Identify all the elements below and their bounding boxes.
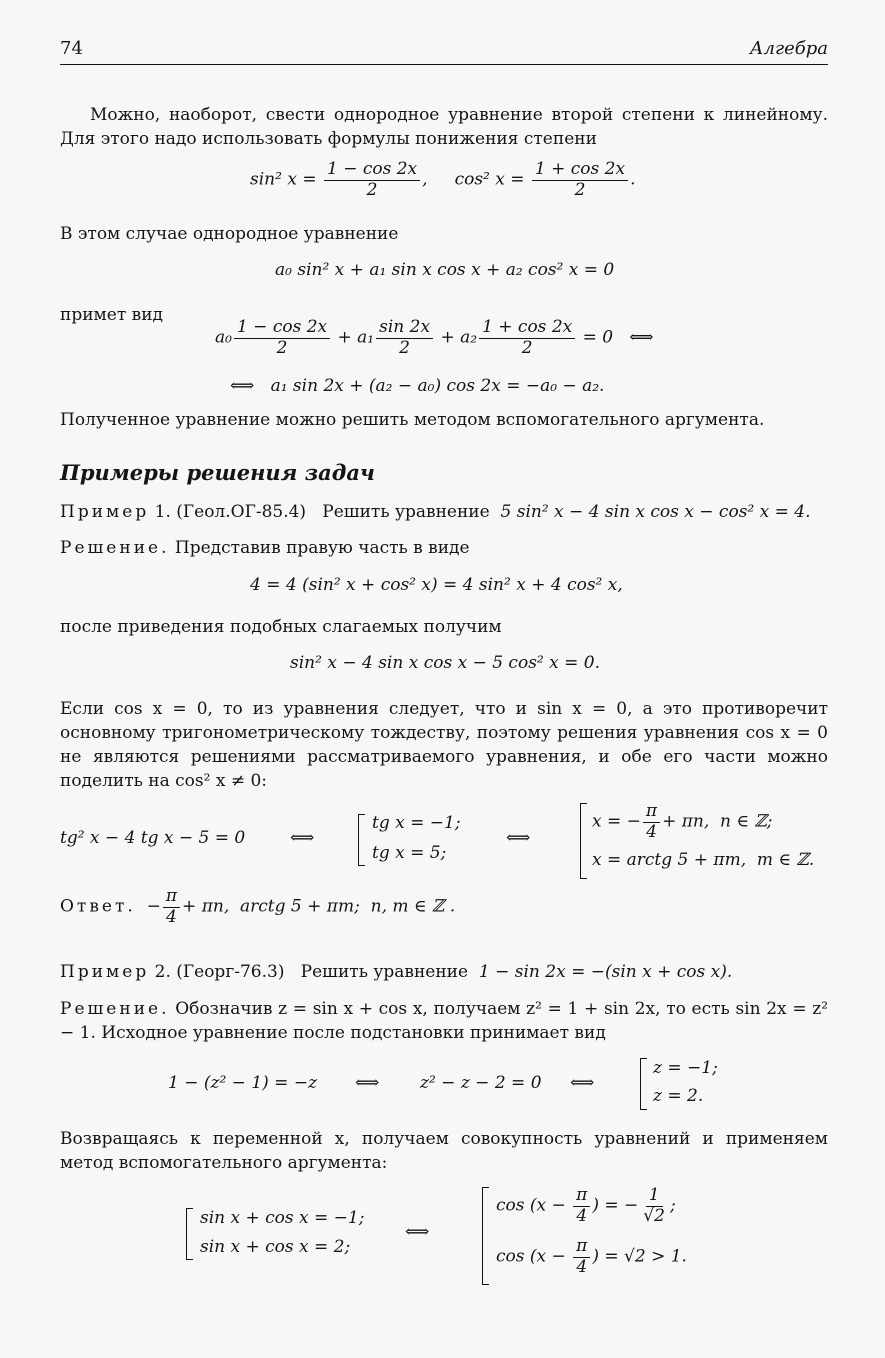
- numerator: sin 2x: [376, 318, 433, 339]
- running-title: Алгебра: [749, 38, 828, 59]
- answer-label: Ответ.: [60, 896, 136, 917]
- section-title: Примеры решения задач: [60, 460, 375, 485]
- pi-over-4: [573, 1237, 590, 1277]
- fraction-3: [479, 318, 575, 358]
- denominator: 2: [276, 337, 288, 358]
- numerator: 1 − cos 2x: [324, 160, 420, 181]
- denominator: 2: [399, 337, 410, 358]
- numerator: 1 + cos 2x: [532, 160, 628, 181]
- system-4-line-b: [496, 1237, 687, 1277]
- equation-tail: = 0 ⟺: [582, 327, 654, 348]
- system-4-line-a: [496, 1186, 676, 1226]
- system-1-line-b: tg x = 5;: [372, 843, 447, 863]
- text: ;: [669, 1195, 676, 1216]
- intro-paragraph-4: Полученное уравнение можно решить методом вспомогательного аргумента.: [60, 410, 765, 430]
- example-2-system-b: z = 2.: [653, 1086, 704, 1106]
- example-1-equation-1: 4 = 4 (sin² x + cos² x) = 4 sin² x + 4 cos² x,: [250, 575, 623, 595]
- numerator: 1 + cos 2x: [479, 318, 575, 339]
- formula-sin-lhs: sin² x =: [250, 169, 317, 190]
- example-2-system-a: z = −1;: [653, 1058, 718, 1078]
- solution-label: Решение.: [60, 538, 170, 558]
- numerator: 1 − cos 2x: [234, 318, 330, 339]
- iff-symbol: ⟺: [355, 1073, 380, 1093]
- example-2-statement: [60, 962, 732, 982]
- iff-symbol: ⟺: [506, 828, 531, 848]
- denominator: 4: [576, 1256, 588, 1277]
- example-label: Пример: [60, 962, 150, 982]
- task-equation: 1 − sin 2x = −(sin x + cos x).: [478, 962, 733, 982]
- one-over-root-two: [640, 1186, 668, 1226]
- denominator: 4: [576, 1205, 588, 1226]
- coef-a0: a₀: [215, 327, 232, 348]
- task-text: Решить уравнение: [300, 962, 469, 982]
- numerator: 1: [646, 1186, 663, 1207]
- page-number: 74: [60, 38, 83, 59]
- text: + πn, arctg 5 + πm; n, m ∈ ℤ .: [182, 896, 456, 917]
- example-1-equation-2: sin² x − 4 sin x cos x − 5 cos² x = 0.: [290, 653, 600, 673]
- pi-over-4: [643, 802, 660, 842]
- transformed-equation-line2: ⟺ a₁ sin 2x + (a₂ − a₀) cos 2x = −a₀ − a₂.: [230, 376, 605, 396]
- example-2-equation-a: 1 − (z² − 1) = −z: [168, 1073, 318, 1093]
- pi-over-4: [573, 1186, 590, 1226]
- solution-label: Решение.: [60, 999, 170, 1019]
- system-2-line-a: [592, 802, 773, 842]
- header-rule: [60, 64, 828, 65]
- numerator: π: [643, 802, 660, 823]
- formula-sin-fraction: [324, 160, 420, 200]
- text: x = −: [592, 811, 641, 832]
- intro-paragraph-3: примет вид: [60, 305, 164, 325]
- example-1-statement: [60, 502, 811, 522]
- denominator: 2: [521, 337, 533, 358]
- system-2-line-b: x = arctg 5 + πm, m ∈ ℤ.: [592, 850, 815, 870]
- example-1-system-lhs: tg² x − 4 tg x − 5 = 0: [60, 828, 246, 848]
- example-2-equation-b: z² − z − 2 = 0: [420, 1073, 542, 1093]
- example-ref: 1. (Геол.ОГ-85.4): [154, 502, 307, 522]
- example-2-paragraph: Возвращаясь к переменной x, получаем совокупность уравнений и применяем метод вспомогательного аргумента:: [60, 1129, 828, 1173]
- numerator: π: [573, 1237, 590, 1258]
- reduction-formulas: sin² x = $\frac{1 - \cos 2x}{2}$ , cos² x = $\frac{1 + \cos 2x}{2}$ .: [250, 159, 636, 200]
- example-1-solution-start: [60, 538, 470, 558]
- example-1-paragraph: после приведения подобных слагаемых получим: [60, 617, 502, 637]
- example-2-solution: [60, 997, 828, 1045]
- bracket: [640, 1058, 647, 1110]
- fraction-2: [376, 318, 433, 358]
- text: cos (x −: [496, 1246, 572, 1267]
- iff-symbol: ⟺: [405, 1222, 430, 1242]
- bracket: [358, 814, 365, 866]
- coef-a1: + a₁: [337, 327, 375, 348]
- intro-paragraph-1: Можно, наоборот, свести однородное уравнение второй степени к линейному. Для этого надо использовать формулы понижения степени: [60, 105, 828, 149]
- transformed-equation-line1: [215, 318, 654, 358]
- denominator: 2: [574, 179, 586, 200]
- text: + πn, n ∈ ℤ;: [662, 811, 773, 832]
- bracket: [482, 1187, 489, 1285]
- text: −: [146, 896, 161, 917]
- intro-paragraph-2: В этом случае однородное уравнение: [60, 224, 399, 244]
- system-3-line-b: sin x + cos x = 2;: [200, 1237, 351, 1257]
- task-text: Решить уравнение: [322, 502, 490, 522]
- system-1-line-a: tg x = −1;: [372, 813, 461, 833]
- numerator: π: [573, 1186, 590, 1207]
- denominator: 4: [166, 906, 177, 927]
- text: ) = √2 > 1.: [592, 1246, 687, 1267]
- task-equation: 5 sin² x − 4 sin x cos x − cos² x = 4.: [500, 502, 811, 522]
- text: ) = −: [592, 1195, 639, 1216]
- example-1-long-paragraph: Если cos x = 0, то из уравнения следует, что и sin x = 0, а это противоречит основному тригонометрическому тождеству, поэтому решения уравнения cos x = 0 не являются решениями рассматриваемого уравнения, и обе его части можно поделить на cos² x ≠ 0:: [60, 699, 828, 791]
- bracket: [186, 1208, 193, 1260]
- denominator: 4: [646, 821, 657, 842]
- iff-symbol: ⟺: [570, 1073, 595, 1093]
- bracket: [580, 803, 587, 879]
- formula-cos-lhs: cos² x =: [454, 169, 525, 190]
- text: cos (x −: [496, 1195, 572, 1216]
- numerator: π: [163, 887, 180, 908]
- example-ref: 2. (Георг-76.3): [154, 962, 285, 982]
- system-3-line-a: sin x + cos x = −1;: [200, 1208, 365, 1228]
- iff-symbol: ⟺: [290, 828, 315, 848]
- example-1-answer: [60, 887, 455, 927]
- formula-cos-fraction: [532, 160, 628, 200]
- denominator: √2: [643, 1205, 665, 1226]
- solution-text: Представив правую часть в виде: [174, 538, 470, 558]
- solution-text: Обозначив z = sin x + cos x, получаем z² = 1 + sin 2x, то есть sin 2x = z² − 1. Исходное уравнение после подстановки принимает вид: [60, 999, 829, 1043]
- homogeneous-equation: a₀ sin² x + a₁ sin x cos x + a₂ cos² x = 0: [275, 260, 615, 280]
- coef-a2: + a₂: [440, 327, 478, 348]
- example-label: Пример: [60, 502, 150, 522]
- fraction-1: [234, 318, 330, 358]
- denominator: 2: [366, 179, 378, 200]
- pi-over-4: [163, 887, 180, 927]
